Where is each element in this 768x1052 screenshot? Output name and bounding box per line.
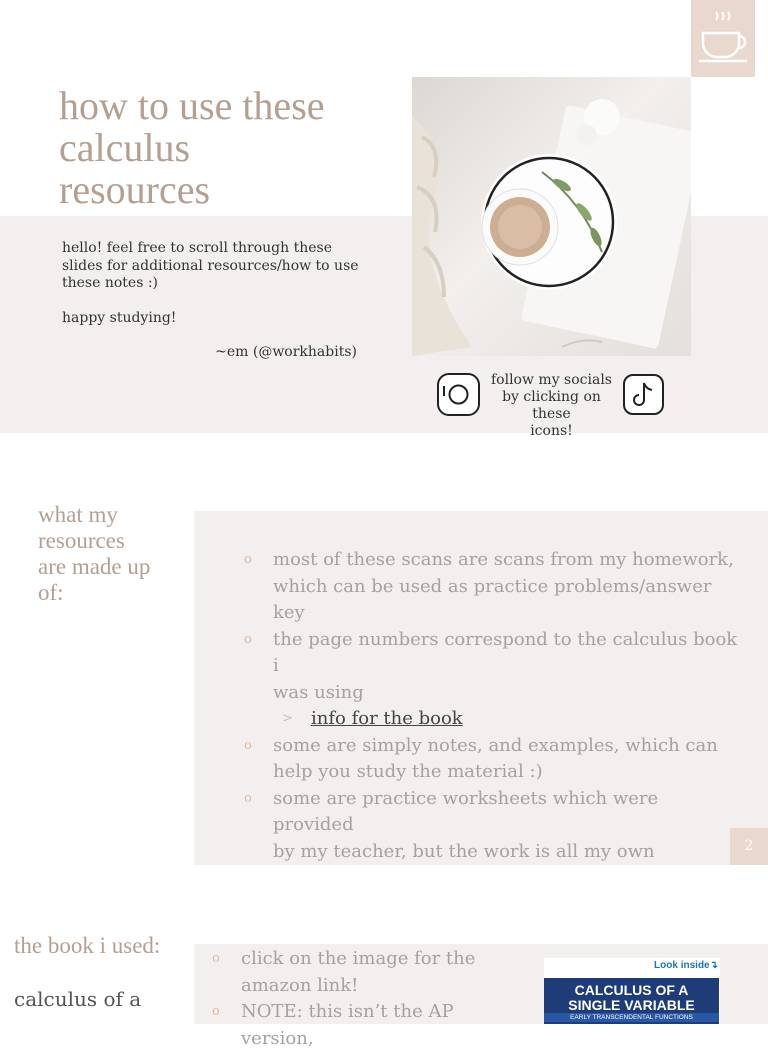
- book-info-link[interactable]: info for the book: [311, 708, 463, 729]
- corner-tab: [691, 0, 755, 77]
- socials-caption: follow my socials by clicking on these icons!: [490, 372, 612, 439]
- tiktok-icon: [622, 373, 665, 416]
- book-list: [212, 946, 512, 1052]
- list-item: o most of these scans are scans from my homework, which can be used as practice problems/answer key: [244, 549, 734, 623]
- list-item: o the page numbers correspond to the calculus book i was using: [244, 628, 738, 703]
- intro-text: hello! feel free to scroll through these slides for additional resources/how to use these notes :) happy studying! ~em (@workhabits): [62, 240, 382, 362]
- resources-list: [244, 547, 744, 865]
- signature: ~em (@workhabits): [215, 344, 357, 360]
- instagram-link[interactable]: [436, 372, 481, 417]
- instagram-icon: [436, 372, 481, 417]
- book-heading: the book i used:: [14, 933, 161, 958]
- closing-text: happy studying!: [62, 309, 177, 326]
- hero-photo: [412, 77, 691, 356]
- book-cover: CALCULUS OF A SINGLE VARIABLE EARLY TRANSCENDENTAL FUNCTIONS: [544, 978, 719, 1024]
- list-item: o some are simply notes, and examples, which can help you study the material :): [244, 734, 718, 782]
- book-side-text: calculus of a: [14, 987, 142, 1011]
- list-item: o NOTE: this isn’t the AP version,: [212, 1001, 454, 1049]
- book-cover-link[interactable]: [544, 958, 720, 1024]
- list-item: o click on the image for the amazon link!: [212, 948, 476, 996]
- coffee-cup-icon: [691, 0, 755, 77]
- page-number-badge: 2: [730, 828, 768, 865]
- sub-list-item: > info for the book: [282, 708, 463, 729]
- look-inside-badge: Look inside↴: [654, 960, 718, 971]
- list-item: o some are practice worksheets which were provided by my teacher, but the work is all my own: [244, 787, 659, 862]
- resources-heading: what my resources are made up of:: [38, 502, 151, 605]
- tiktok-link[interactable]: [622, 373, 665, 416]
- arrow-down-icon: ↴: [709, 960, 718, 971]
- page-title: how to use these calculus resources: [59, 83, 325, 212]
